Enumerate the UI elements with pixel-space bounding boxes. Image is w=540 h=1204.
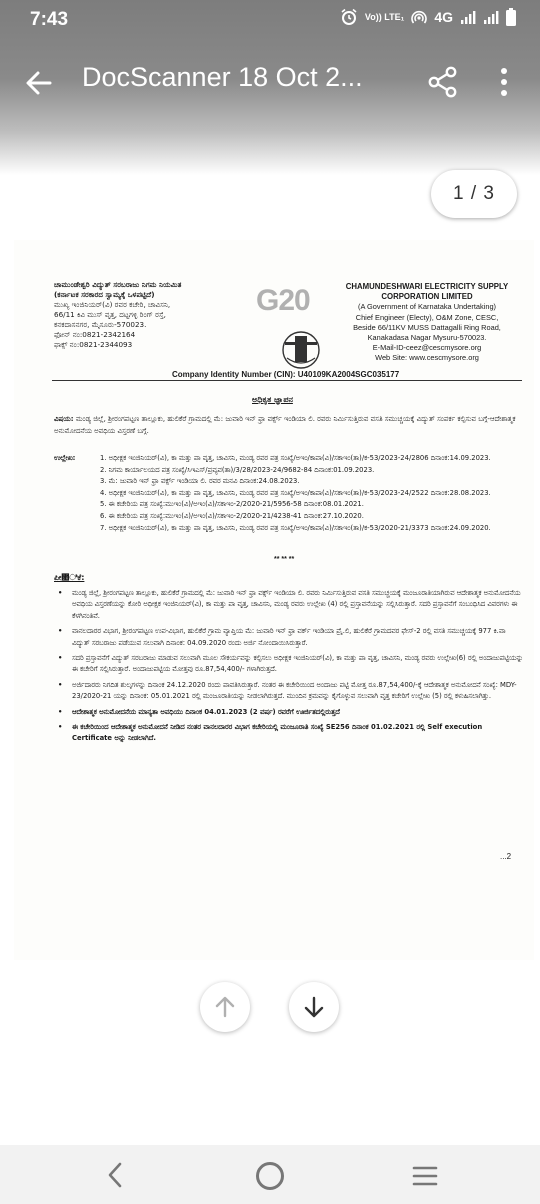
g20-logo xyxy=(256,284,334,324)
letterhead-kn-line: ಚಾಮುಂಡೇಶ್ವರಿ ವಿದ್ಯುತ್ ಸರಬರಾಜು ನಿಗಮ ನಿಯಮಿತ xyxy=(54,280,182,289)
company-office: Chief Engineer (Electy), O&M Zone, CESC, xyxy=(355,312,499,322)
subject-paragraph xyxy=(54,413,522,437)
header-divider xyxy=(52,380,522,381)
scanned-document-page xyxy=(14,240,534,960)
reference-item: 3. ಮೆ: ಜುವಾರಿ ಇನ್ ಫ್ರಾ ವರ್ಕ್ಸ್ ಇಂಡಿಯಾ ಲಿ. ರವರ ಮನವಿ ದಿನಾಂಕ:24.08.2023. xyxy=(100,477,300,486)
reference-item: 7. ಅಧೀಕ್ಷಕ ಇಂಜಿನಿಯರ್(ವಿ), ಕಾ ಮತ್ತು ಪಾ ವೃತ್ತ, ಚಾವಿಸನಿ, ಮಂಡ್ಯ ರವರ ಪತ್ರ ಸಂಖ್ಯೆ/ಅಇಂ/ಕಾಪಾ(ವಿ)/ಸಕಾಇಂ(ತಾ)/ಕ-53/2020-21/3373 ದಿನಾಂಕ:24.09.2020. xyxy=(100,523,491,532)
status-icons xyxy=(340,8,516,26)
company-address: Beside 66/11KV MUSS Dattagalli Ring Road, xyxy=(353,322,501,332)
letterhead-kn-line: 66/11 ಕಿವಿ ಮುಸ್ ವೃತ್ತ, ದಟ್ಟಗಳ್ಳಿ ರಿಂಗ್ ರಸ್ತೆ, xyxy=(54,310,166,319)
company-undertaking: (A Government of Karnataka Undertaking) xyxy=(357,302,497,312)
company-address: Kanakadasa Nagar Mysuru-570023. xyxy=(367,333,487,343)
preamble-item: • ಮಂಡ್ಯ ಜಿಲ್ಲೆ, ಶ್ರೀರಂಗಪಟ್ಟಣ ತಾಲ್ಲೂಕು, ಹುಲಿಕೆರೆ ಗ್ರಾಮದಲ್ಲಿ ಮೆ: ಜುವಾರಿ ಇನ್ ಫ್ರಾ ವರ್ಕ್ಸ್ ಇಂಡಿಯಾ ಲಿ. ರವರು ನಿರ್ಮಿಸುತ್ತಿರುವ ವಸತಿ ಸಮುಚ್ಚಯಕ್ಕೆ ಮಂಜೂರಾತಿಯಾಗಿರುವ ಆದೇಶಾತ್ಮಕ ಅನುಮೋದನೆಯ ಅವಧಿಯ ವಿಸ್ತರಣೆಯನ್ನು ಕೋರಿ ಅಧೀಕ್ಷಕ ಇಂಜಿನಿಯರ್(ವಿ), ಕಾ ಮತ್ತು ಪಾ ವೃತ್ತ, ಚಾವಿಸನಿ, ಮಂಡ್ಯ ರವರು ಉಲ್ಲೇಖ (4) ರಲ್ಲಿ ಪ್ರಸ್ತಾವನೆಯನ್ನು ಸಲ್ಲಿಸಿರುತ್ತಾರೆ. ಸದರಿ ಪ್ರಸ್ತಾವನೆಗೆ ಸಂಬಂಧಿಸಿದ ವಿವರಗಳು ಈ ಕೆಳಗಿನಂತಿವೆ. xyxy=(54,588,524,622)
company-website: Web Site: www.cescmysore.org xyxy=(375,353,479,363)
reference-item: 6. ಈ ಕಚೇರಿಯ ಪತ್ರ ಸಂಖ್ಯೆ:ಮುಇಂ(ವಿ)/ಅಇಂ(ವಿ)/ಸಕಾಇಂ-2/2020-21/4238-41 ದಿನಾಂಕ:27.10.2020. xyxy=(100,511,364,520)
preamble-item: • ಆದೇಶಾತ್ಮಕ ಅನುಮೋದನೆಯ ಮಾನ್ಯತಾ ಅವಧಿಯು ದಿನಾಂಕ 04.01.2023 (2 ವರ್ಷ) ರವರೆಗೆ ಊರ್ಜಿತದಲ್ಲಿರುತ್ತದೆ xyxy=(54,707,524,718)
battery-icon xyxy=(506,8,516,26)
arrow-down-icon xyxy=(302,995,326,1019)
signal-icon-1 xyxy=(460,9,476,25)
previous-page-button[interactable] xyxy=(200,982,250,1032)
preamble-list xyxy=(54,588,524,749)
nav-recents-icon[interactable] xyxy=(412,1165,438,1187)
letterhead-phone: ಫೋನ್ ನಂ:0821-2342164 xyxy=(54,330,136,339)
preamble-item: • ಅರ್ಜಿದಾರರು ನಿಗದಿತ ಶುಲ್ಕಗಳನ್ನು ದಿನಾಂಕ 24.12.2020 ರಂದು ಪಾವತಿಸಿರುತ್ತಾರೆ. ನಂತರ ಈ ಕಚೇರಿಯಿಂದ ಅಂದಾಜು ಪಟ್ಟಿ ಮೋತ್ತ ರೂ.87,54,400/-ಕ್ಕೆ ಆದೇಶಾತ್ಮಕ ಅನುಮೋದನೆ ಸಂಖ್ಯೆ: MDY-23/2020-21 ಯನ್ನು ದಿನಾಂಕ: 05.01.2021 ರಲ್ಲಿ ಮಂಜೂರಾತಿಯನ್ನು ನೀಡಲಾಗಿರುತ್ತದೆ. ಮುಂದಿನ ಕ್ರಮವನ್ನು ಕೈಗೊಳ್ಳುವ ಸಲುವಾಗಿ ವೃತ್ತ ಕಚೇರಿಗೆ ಉಲ್ಲೇಖ (5) ರಲ್ಲಿ ಕಳುಹಿಸಲಾಗಿತ್ತು. xyxy=(54,680,524,703)
g20-logo-text: G20 xyxy=(256,284,310,317)
arrow-up-icon xyxy=(213,995,237,1019)
preamble-item: • ವಾನಲದಾರರ ವಿಭಾಗ, ಶ್ರೀರಂಗಪಟ್ಟಣ ಉಪ-ವಿಭಾಗ, ಹುಲಿಕೆರೆ ಗ್ರಾಮ ವ್ಯಾಪ್ತಿಯ ಮೆ: ಜುವಾರಿ ಇನ್ ಫ್ರಾ ವರ್ಕ್ ಇಂಡಿಯಾ ಪ್ರೈ.ಲಿ, ಹುಲಿಕೆರೆ ಗ್ರಾಮದವರ ಫೇಸ್-2 ರಲ್ಲಿ ವಸತಿ ಸಮುಚ್ಚಯಕ್ಕೆ 977 ಕಿ.ವಾ ವಿದ್ಯುತ್ ಸರಬರಾಜು ಪಡೆಯುವ ಸಲುವಾಗಿ ದಿನಾಂಕ: 04.09.2020 ರಂದು ಅರ್ಜಿ ನೋಂದಾಯಿಸಿರುತ್ತಾರೆ. xyxy=(54,626,524,649)
share-icon[interactable] xyxy=(428,66,458,98)
status-time: 7:43 xyxy=(30,9,69,30)
company-email: E-Mail-ID-ceez@cescmysore.org xyxy=(372,343,482,353)
preamble-item: • ಈ ಕಚೇರಿಯಿಂದ ಆದೇಶಾತ್ಮಕ ಅನುಮೋದನೆ ನೀಡಿದ ನಂತರ ವಾನಲದಾರರ ವಿಭಾಗ ಕಚೇರಿಯಲ್ಲಿ ಮಂಜೂರಾತಿ ಸಂಖ್ಯೆ SE256 ದಿನಾಂಕ 01.02.2021 ರಲ್ಲಿ Self execution Certificate ಅನ್ನು ನೀಡಲಾಗಿದೆ. xyxy=(54,722,524,745)
document-title: DocScanner 18 Oct 2... xyxy=(82,62,363,92)
references-list xyxy=(54,453,522,534)
nav-back-icon[interactable] xyxy=(104,1161,126,1189)
letterhead-kn-line: ಮುಖ್ಯ ಇಂಜಿನಿಯರ್(ವಿ) ರವರ ಕಚೇರಿ, ಚಾವಿಸನಿ, xyxy=(54,300,171,309)
subject-text: ಮಂಡ್ಯ ಜಿಲ್ಲೆ, ಶ್ರೀರಂಗಪಟ್ಟಣ ತಾಲ್ಲೂಕು, ಹುಲಿಕೆರೆ ಗ್ರಾಮದಲ್ಲಿ ಮೆ: ಜುವಾರಿ ಇನ್ ಫ್ರಾ ವರ್ಕ್ಸ್ ಇಂಡಿಯಾ ಲಿ. ರವರು ನಿರ್ಮಿಸುತ್ತಿರುವ ವಸತಿ ಸಮುಚ್ಚಯಕ್ಕೆ ವಿದ್ಯುತ್ ಸಂಪರ್ಕ ಕಲ್ಪಿಸುವ ಬಗ್ಗೆ-ಆದೇಶಾತ್ಮಕ ಅನುಮೋದನೆಯ ಅವಧಿಯ ವಿಸ್ತರಣೆ ಬಗ್ಗೆ. xyxy=(54,415,516,435)
status-bar xyxy=(0,0,540,40)
alarm-icon xyxy=(340,8,358,26)
subject-lead: ವಿಷಯ: xyxy=(54,415,74,423)
arrow-left-icon[interactable] xyxy=(22,66,56,100)
network-label: 4G xyxy=(434,9,453,25)
section-stars: ** ** ** xyxy=(274,556,295,563)
reference-item: 5. ಈ ಕಚೇರಿಯ ಪತ್ರ ಸಂಖ್ಯೆ:ಮುಇಂ(ವಿ)/ಅಇಂ(ವಿ)/ಸಕಾಇಂ-2/2020-21/5956-58 ದಿನಾಂಕ:08.01.2021. xyxy=(100,500,364,509)
hotspot-icon xyxy=(411,9,427,25)
letterhead-kn-line: ಕನಕದಾಸನಗರ, ಮೈಸೂರು-570023. xyxy=(54,320,147,329)
letterhead-english xyxy=(332,282,522,364)
company-seal-icon xyxy=(271,328,331,376)
letterhead-kn-line: (ಕರ್ನಾಟಕ ಸರಕಾರದ ಸ್ವಾಮ್ಯಕ್ಕೆ ಒಳಪಟ್ಟಿದೆ) xyxy=(54,290,155,299)
nav-home-icon[interactable] xyxy=(256,1162,284,1190)
company-name: CHAMUNDESHWARI ELECTRICITY SUPPLY CORPORATION LIMITED xyxy=(345,282,509,302)
signal-icon-2 xyxy=(483,9,499,25)
reference-item: 4. ಅಧೀಕ್ಷಕ ಇಂಜಿನಿಯರ್(ವಿ), ಕಾ ಮತ್ತು ಪಾ ವೃತ್ತ, ಚಾವಿಸನಿ, ಮಂಡ್ಯ ರವರ ಪತ್ರ ಸಂಖ್ಯೆ/ಅಇಂ/ಕಾಪಾ(ವಿ)/ಸಕಾಇಂ(ತಾ)/ಕ-53/2023-24/2522 ದಿನಾಂಕ:28.08.2023. xyxy=(100,488,491,497)
reference-item: 2. ನಿಗಮ ಕಾರ್ಯಾಲಯದ ಪತ್ರ ಸಂಖ್ಯೆ/ಸಿಇಎಸ್/ಪ್ರವ್ಯವ(ತಾ)/3/28/2023-24/9682-84 ದಿನಾಂಕ:01.09.2023. xyxy=(100,465,375,474)
preamble-heading: ಪೀ೚ಿಕೆ: xyxy=(54,573,85,582)
letterhead-kannada xyxy=(54,280,244,350)
letterhead-fax: ಫಾಕ್ಸ್ ನಂ:0821-2344093 xyxy=(54,340,133,349)
more-vertical-icon[interactable] xyxy=(494,66,514,98)
next-page-button[interactable] xyxy=(289,982,339,1032)
app-bar xyxy=(0,52,540,112)
company-cin: Company Identity Number (CIN): U40109KA2004SGC035177 xyxy=(172,370,400,379)
references-lead: ಉಲ್ಲೇಖ: xyxy=(54,454,76,462)
order-title: ಅಧಿಕೃತ ಜ್ಞಾಪನ xyxy=(252,395,293,404)
page-indicator: 1 / 3 xyxy=(431,170,517,218)
reference-text: 1. ಅಧೀಕ್ಷಕ ಇಂಜಿನಿಯರ್(ವಿ), ಕಾ ಮತ್ತು ಪಾ ವೃತ್ತ, ಚಾವಿಸನಿ, ಮಂಡ್ಯ ರವರ ಪತ್ರ ಸಂಖ್ಯೆ/ಅಇಂ/ಕಾಪಾ(ವಿ)/ಸಕಾಇಂ(ತಾ)/ಕ-53/2023-24/2806 ದಿನಾಂಕ:14.09.2023. xyxy=(100,454,491,462)
reference-item xyxy=(54,453,522,465)
system-navigation-bar xyxy=(0,1145,540,1204)
preamble-item: • ಸದರಿ ಪ್ರಸ್ತಾವನೆಗೆ ವಿದ್ಯುತ್ ಸರಬರಾಜು ಮಾಡುವ ಸಲುವಾಗಿ ಮೂಲ ಸೌಕರ್ಯವನ್ನು ಕಲ್ಪಿಸಲು ಅಧೀಕ್ಷಕ ಇಂಜಿನಿಯರ್(ವಿ), ಕಾ ಮತ್ತು ಪಾ ವೃತ್ತ, ಚಾವಿಸನಿ, ಮಂಡ್ಯ ರವರು ಉಲ್ಲೇಖ(6) ರಲ್ಲಿ ಅಂದಾಜುಪಟ್ಟಿಯನ್ನು ಈ ಕಚೇರಿಗೆ ಸಲ್ಲಿಸಿರುತ್ತಾರೆ. ಅಂದಾಜುಪಟ್ಟಿಯ ಮೋತ್ತವು ರೂ.87,54,400/- ಗಳಾಗಿರುತ್ತದೆ. xyxy=(54,653,524,676)
volte-label: Vo)) LTE₁ xyxy=(364,11,405,22)
page-continuation: ...2 xyxy=(500,852,512,861)
